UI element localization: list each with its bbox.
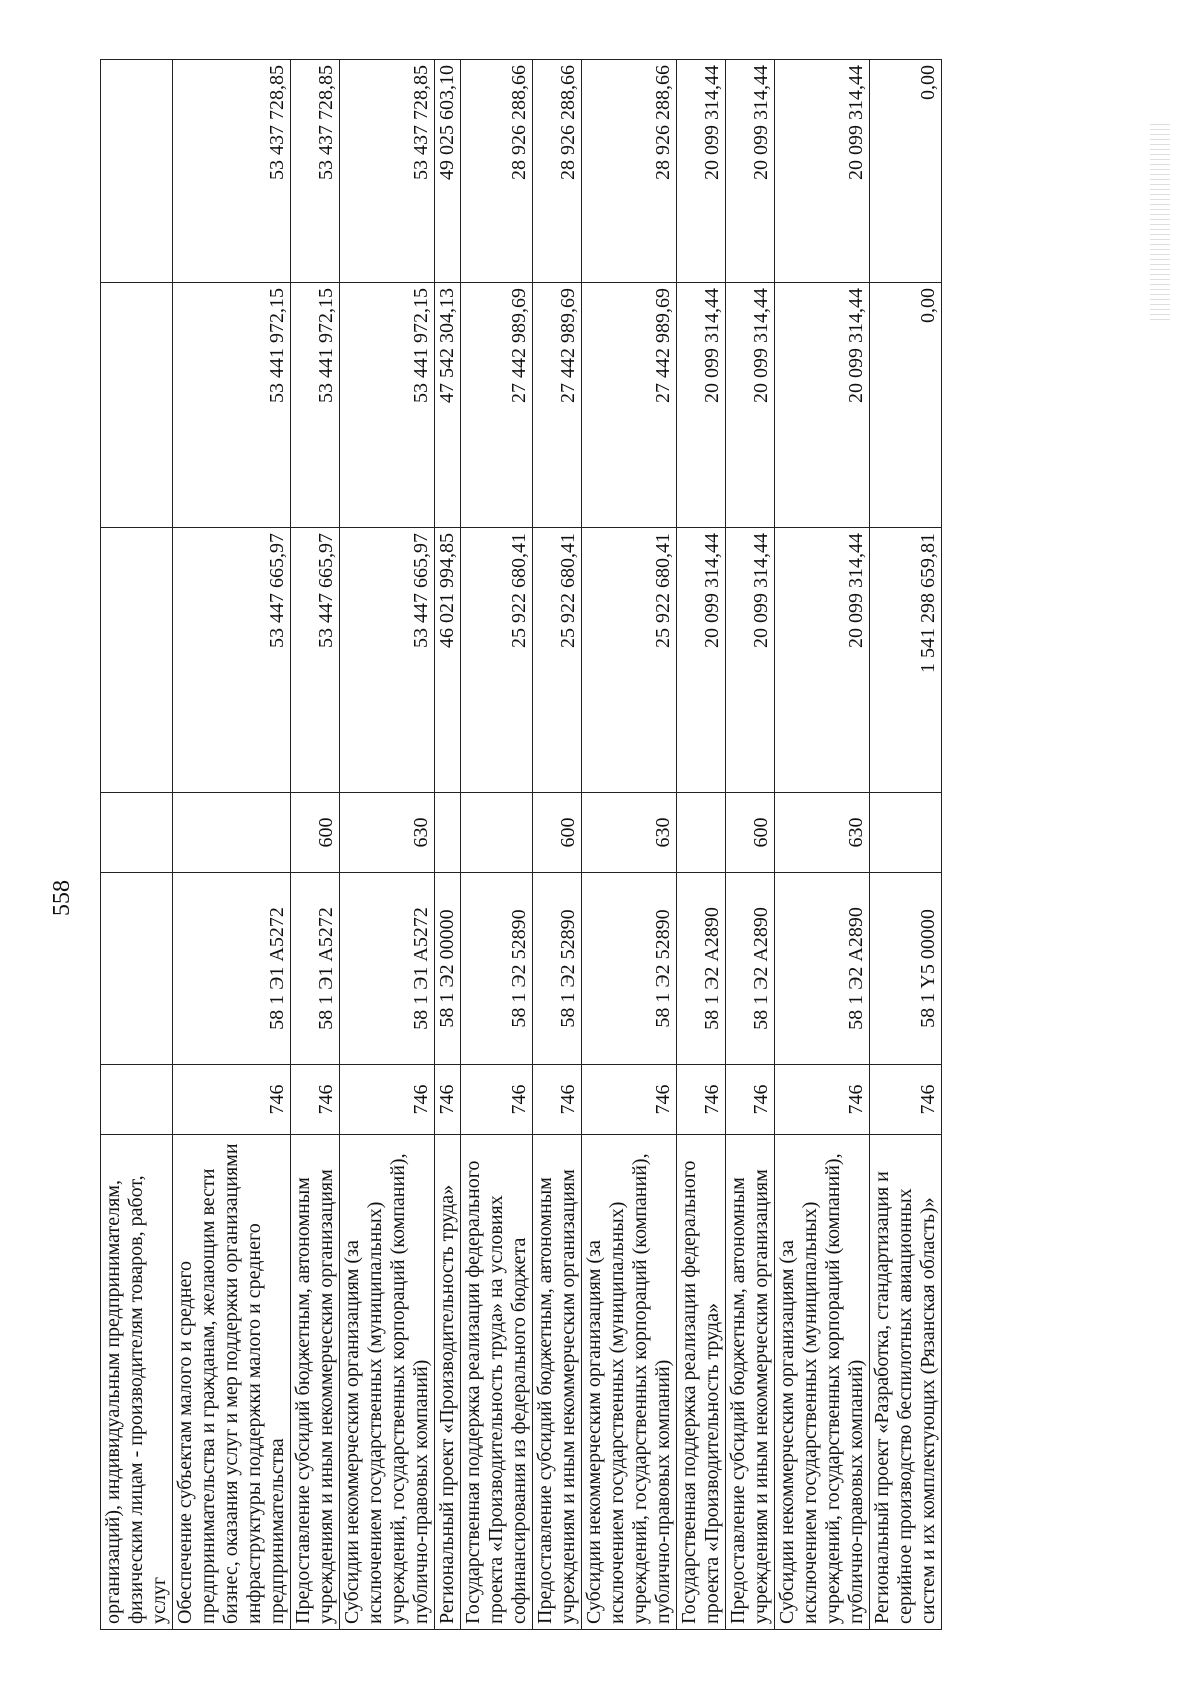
row-name-cell: Предоставление субсидий бюджетным, автономным учреждениям и иным некоммерческим организациям (726, 1135, 775, 1630)
amount-year1-cell: 53 447 665,97 (291, 528, 340, 793)
ministry-code-cell: 746 (726, 1065, 775, 1135)
page-number: 558 (49, 880, 75, 916)
row-name-cell: Предоставление субсидий бюджетным, автономным учреждениям и иным некоммерческим организациям (533, 1135, 582, 1630)
amount-year1-cell: 20 099 314,44 (677, 528, 726, 793)
target-article-code-cell: 58 1 Э1 А5272 (291, 873, 340, 1065)
ministry-code-cell: 746 (775, 1065, 870, 1135)
amount-year3-cell: 20 099 314,44 (726, 60, 775, 283)
amount-year3-cell (101, 60, 173, 283)
scan-noise-decoration (1150, 120, 1170, 320)
expense-type-code-cell: 630 (775, 793, 870, 873)
expense-type-code-cell (461, 793, 533, 873)
expense-type-code-cell: 600 (726, 793, 775, 873)
row-name-cell: Субсидии некоммерческим организациям (за исключением государственных (муниципальных) учреждений, государственных корпораций (компаний), публично-правовых компаний) (775, 1135, 870, 1630)
amount-year2-cell (101, 283, 173, 528)
row-name-cell: Государственная поддержка реализации федерального проекта «Производительность труда» (677, 1135, 726, 1630)
target-article-code-cell: 58 1 Э2 00000 (435, 873, 461, 1065)
expense-type-code-cell: 600 (533, 793, 582, 873)
amount-year3-cell: 20 099 314,44 (677, 60, 726, 283)
row-name-cell: Государственная поддержка реализации федерального проекта «Производительность труда» на условиях софинансирования из федерального бюджета (461, 1135, 533, 1630)
expense-type-code-cell (435, 793, 461, 873)
table-row (582, 60, 677, 1630)
row-name-cell: Региональный проект «Разработка, стандартизация и серийное производство беспилотных авиационных систем и их комплектующих (Рязанская область)» (870, 1135, 942, 1630)
table-row (677, 60, 726, 1630)
amount-year2-cell: 27 442 989,69 (461, 283, 533, 528)
amount-year3-cell: 0,00 (870, 60, 942, 283)
amount-year2-cell: 53 441 972,15 (340, 283, 435, 528)
ministry-code-cell: 746 (435, 1065, 461, 1135)
ministry-code-cell: 746 (677, 1065, 726, 1135)
amount-year1-cell: 46 021 994,85 (435, 528, 461, 793)
amount-year2-cell: 27 442 989,69 (582, 283, 677, 528)
table-row (775, 60, 870, 1630)
target-article-code-cell: 58 1 Э1 А5272 (173, 873, 291, 1065)
amount-year2-cell: 27 442 989,69 (533, 283, 582, 528)
target-article-code-cell: 58 1 Э2 52890 (461, 873, 533, 1065)
amount-year2-cell: 53 441 972,15 (291, 283, 340, 528)
target-article-code-cell: 58 1 Э2 52890 (533, 873, 582, 1065)
expense-type-code-cell: 630 (582, 793, 677, 873)
amount-year3-cell: 49 025 603,10 (435, 60, 461, 283)
row-name-cell: Предоставление субсидий бюджетным, автономным учреждениям и иным некоммерческим организациям (291, 1135, 340, 1630)
table-row (870, 60, 942, 1630)
ministry-code-cell: 746 (291, 1065, 340, 1135)
amount-year2-cell: 0,00 (870, 283, 942, 528)
table-row (291, 60, 340, 1630)
table-rotator (100, 60, 1100, 1630)
expense-type-code-cell (173, 793, 291, 873)
table-row (461, 60, 533, 1630)
table-row (726, 60, 775, 1630)
amount-year3-cell: 28 926 288,66 (461, 60, 533, 283)
row-name-cell: Субсидии некоммерческим организациям (за исключением государственных (муниципальных) учреждений, государственных корпораций (компаний), публично-правовых компаний) (340, 1135, 435, 1630)
amount-year3-cell: 20 099 314,44 (775, 60, 870, 283)
amount-year1-cell: 25 922 680,41 (461, 528, 533, 793)
amount-year2-cell: 20 099 314,44 (775, 283, 870, 528)
expense-type-code-cell (101, 793, 173, 873)
amount-year3-cell: 53 437 728,85 (340, 60, 435, 283)
ministry-code-cell: 746 (870, 1065, 942, 1135)
row-name-cell: Обеспечение субъектам малого и среднего предпринимательства и гражданам, желающим вести бизнес, оказания услуг и мер поддержки организациями инфраструктуры поддержки малого и среднего предпринимательства (173, 1135, 291, 1630)
amount-year3-cell: 53 437 728,85 (291, 60, 340, 283)
target-article-code-cell: 58 1 Э2 52890 (582, 873, 677, 1065)
budget-table-body (101, 60, 942, 1630)
amount-year2-cell: 53 441 972,15 (173, 283, 291, 528)
table-row (340, 60, 435, 1630)
ministry-code-cell: 746 (340, 1065, 435, 1135)
row-name-cell: организаций), индивидуальным предпринимателям, физическим лицам - производителям товаров, работ, услуг (101, 1135, 173, 1630)
expense-type-code-cell (677, 793, 726, 873)
table-row (101, 60, 173, 1630)
amount-year1-cell (101, 528, 173, 793)
amount-year1-cell: 1 541 298 659,81 (870, 528, 942, 793)
amount-year2-cell: 20 099 314,44 (677, 283, 726, 528)
target-article-code-cell (101, 873, 173, 1065)
table-row (435, 60, 461, 1630)
amount-year1-cell: 53 447 665,97 (173, 528, 291, 793)
target-article-code-cell: 58 1 Э2 А2890 (726, 873, 775, 1065)
row-name-cell: Региональный проект «Производительность труда» (435, 1135, 461, 1630)
amount-year3-cell: 53 437 728,85 (173, 60, 291, 283)
ministry-code-cell: 746 (461, 1065, 533, 1135)
ministry-code-cell: 746 (582, 1065, 677, 1135)
target-article-code-cell: 58 1 Э2 А2890 (677, 873, 726, 1065)
target-article-code-cell: 58 1 Y5 00000 (870, 873, 942, 1065)
target-article-code-cell: 58 1 Э2 А2890 (775, 873, 870, 1065)
amount-year3-cell: 28 926 288,66 (582, 60, 677, 283)
ministry-code-cell: 746 (173, 1065, 291, 1135)
amount-year2-cell: 20 099 314,44 (726, 283, 775, 528)
target-article-code-cell: 58 1 Э1 А5272 (340, 873, 435, 1065)
row-name-cell: Субсидии некоммерческим организациям (за исключением государственных (муниципальных) учреждений, государственных корпораций (компаний), публично-правовых компаний) (582, 1135, 677, 1630)
ministry-code-cell: 746 (533, 1065, 582, 1135)
table-row (173, 60, 291, 1630)
amount-year1-cell: 20 099 314,44 (726, 528, 775, 793)
amount-year2-cell: 47 542 304,13 (435, 283, 461, 528)
budget-table (100, 59, 942, 1630)
amount-year1-cell: 25 922 680,41 (533, 528, 582, 793)
amount-year3-cell: 28 926 288,66 (533, 60, 582, 283)
amount-year1-cell: 20 099 314,44 (775, 528, 870, 793)
expense-type-code-cell: 630 (340, 793, 435, 873)
expense-type-code-cell (870, 793, 942, 873)
amount-year1-cell: 53 447 665,97 (340, 528, 435, 793)
expense-type-code-cell: 600 (291, 793, 340, 873)
ministry-code-cell (101, 1065, 173, 1135)
table-row (533, 60, 582, 1630)
amount-year1-cell: 25 922 680,41 (582, 528, 677, 793)
